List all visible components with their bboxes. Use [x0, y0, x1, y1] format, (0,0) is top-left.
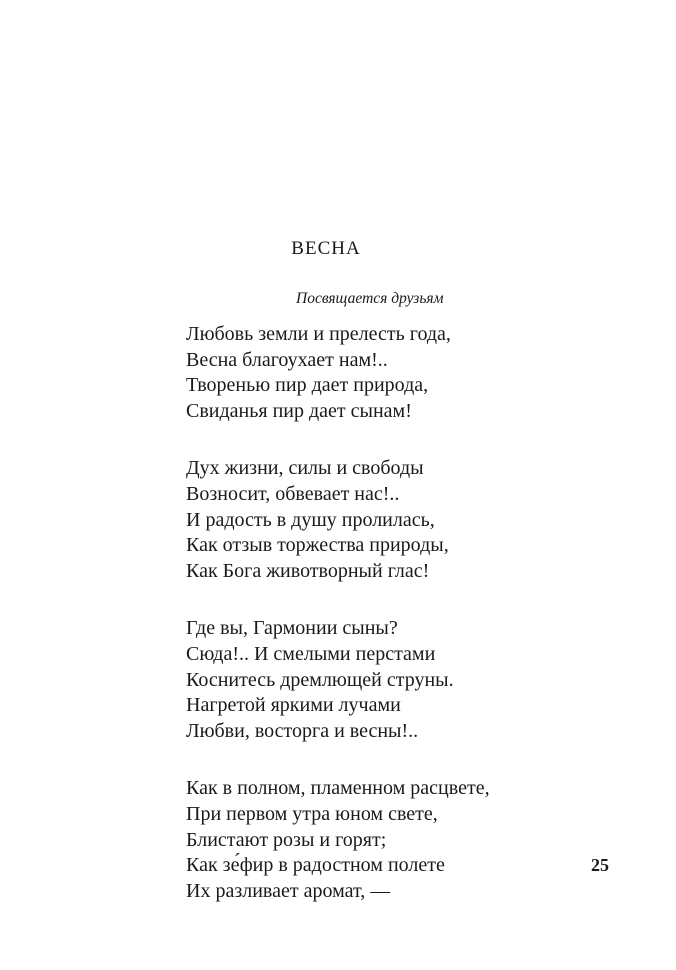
poem-line: Блистают розы и горят;: [186, 828, 387, 851]
stanza-1: [186, 322, 586, 424]
poem-line: При первом утра юном свете,: [186, 802, 438, 825]
poem-line: Коснитесь дремлющей струны.: [186, 668, 454, 691]
poem-line: Любовь земли и прелесть года,: [186, 323, 451, 345]
stanza-4: [186, 776, 586, 904]
poem-line: Творенью пир дает природа,: [186, 374, 429, 397]
page-number: 25: [591, 855, 609, 875]
poem-line: Свиданья пир дает сынам!: [186, 399, 412, 422]
poem-line: Сюда!.. И смелыми перстами: [186, 642, 436, 665]
poem-line: Возносит, обвевает нас!..: [186, 482, 400, 505]
poem-body: [186, 322, 586, 936]
poem-line: Как отзыв торжества природы,: [186, 534, 449, 557]
poem-line: Как Бога животворный глас!: [186, 559, 430, 582]
poem-line: Нагретой яркими лучами: [186, 694, 401, 717]
poem-line: Весна благоухает нам!..: [186, 348, 388, 371]
poem-line: Где вы, Гармонии сыны?: [186, 617, 398, 640]
stanza-2: [186, 456, 586, 584]
poem-dedication: Посвящается друзьям: [296, 290, 444, 307]
stanza-3: [186, 616, 586, 744]
poem-line: Их разливает аромат, —: [186, 879, 391, 902]
poem-line: И радость в душу пролилась,: [186, 508, 435, 531]
poem-title: ВЕСНА: [291, 238, 361, 259]
poem-line: Дух жизни, силы и свободы: [186, 457, 424, 480]
poem-line: Как зе́фир в радостном полете: [186, 854, 445, 877]
poem-line: Как в полном, пламенном расцвете,: [186, 777, 490, 800]
poem-line: Любви, восторга и весны!..: [186, 719, 419, 742]
